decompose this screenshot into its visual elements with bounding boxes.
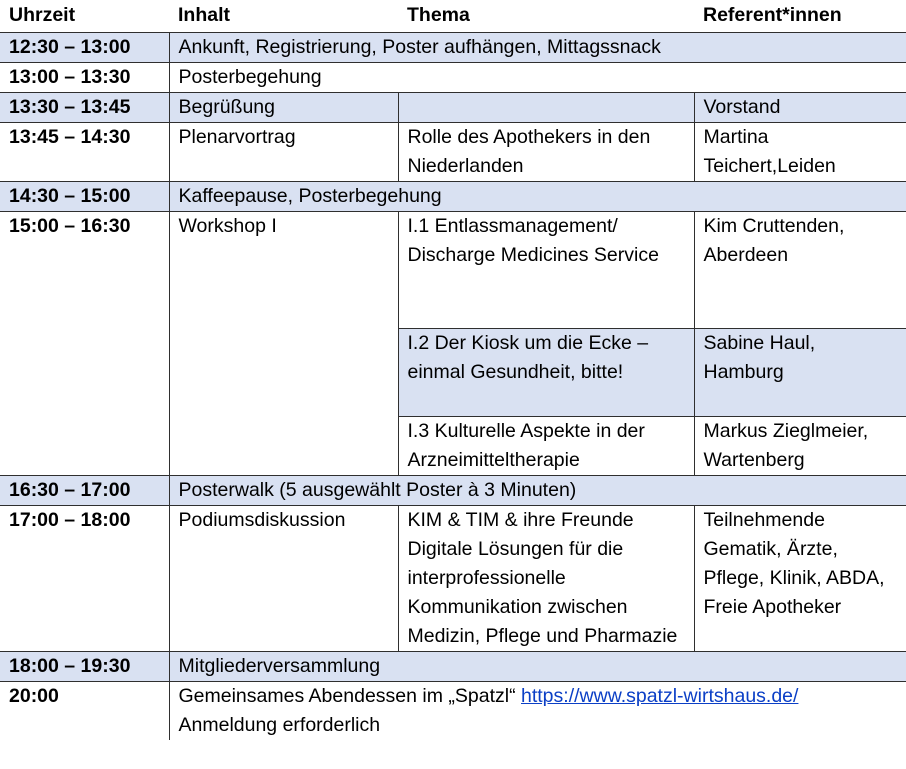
row-assembly — [0, 652, 906, 682]
time-cell: 17:00 – 18:00 — [0, 506, 169, 652]
speaker-cell: Vorstand — [694, 93, 906, 123]
row-welcome — [0, 93, 906, 123]
content-cell: Plenarvortrag — [169, 123, 398, 182]
speaker-cell: Teilnehmende Gematik, Ärzte, Pflege, Klinik, ABDA, Freie Apotheker — [694, 506, 906, 652]
topic-cell: KIM & TIM & ihre Freunde Digitale Lösungen für die interprofessionelle Kommunikation zwischen Medizin, Pflege und Pharmazie — [398, 506, 694, 652]
content-cell: Workshop I — [169, 212, 398, 476]
row-coffee — [0, 182, 906, 212]
header-time: Uhrzeit — [9, 4, 76, 26]
time-cell: 16:30 – 17:00 — [0, 476, 169, 506]
row-plenary — [0, 123, 906, 182]
time-cell: 12:30 – 13:00 — [0, 33, 169, 63]
topic-cell: I.3 Kulturelle Aspekte in der Arzneimitteltherapie — [398, 417, 694, 476]
time-cell: 13:30 – 13:45 — [0, 93, 169, 123]
row-posterwalk — [0, 476, 906, 506]
row-workshop-session-1 — [0, 212, 906, 329]
row-dinner — [0, 682, 906, 741]
content-cell: Mitgliederversammlung — [169, 652, 906, 682]
topic-cell — [398, 93, 694, 123]
content-cell: Podiumsdiskussion — [169, 506, 398, 652]
topic-cell: I.2 Der Kiosk um die Ecke – einmal Gesundheit, bitte! — [398, 329, 694, 417]
time-cell: 13:45 – 14:30 — [0, 123, 169, 182]
row-arrival — [0, 33, 906, 63]
header-content: Inhalt — [178, 4, 230, 26]
content-cell: Kaffeepause, Posterbegehung — [169, 182, 906, 212]
time-cell: 15:00 – 16:30 — [0, 212, 169, 476]
speaker-cell: Markus Zieglmeier, Wartenberg — [694, 417, 906, 476]
header-topic: Thema — [407, 4, 470, 26]
content-cell: Ankunft, Registrierung, Poster aufhängen, Mittagssnack — [169, 33, 906, 63]
content-cell: Begrüßung — [169, 93, 398, 123]
content-cell — [169, 682, 906, 741]
topic-cell: Rolle des Apothekers in den Niederlanden — [398, 123, 694, 182]
speaker-cell: Sabine Haul, Hamburg — [694, 329, 906, 417]
topic-cell: I.1 Entlassmanagement/ Discharge Medicines Service — [398, 212, 694, 329]
registration-note: Anmeldung erforderlich — [178, 714, 381, 736]
time-cell: 13:00 – 13:30 — [0, 63, 169, 93]
time-cell: 20:00 — [0, 682, 169, 741]
time-cell: 14:30 – 15:00 — [0, 182, 169, 212]
header-speakers: Referent*innen — [703, 4, 842, 26]
speaker-cell: Martina Teichert,Leiden — [694, 123, 906, 182]
content-cell: Posterbegehung — [169, 63, 906, 93]
row-panel — [0, 506, 906, 652]
speaker-cell: Kim Cruttenden, Aberdeen — [694, 212, 906, 329]
dinner-text: Gemeinsames Abendessen im „Spatzl“ — [178, 685, 521, 707]
content-cell: Posterwalk (5 ausgewählt Poster à 3 Minuten) — [169, 476, 906, 506]
header-row — [0, 0, 906, 33]
restaurant-link[interactable]: https://www.spatzl-wirtshaus.de/ — [521, 685, 799, 707]
row-poster-tour — [0, 63, 906, 93]
time-cell: 18:00 – 19:30 — [0, 652, 169, 682]
